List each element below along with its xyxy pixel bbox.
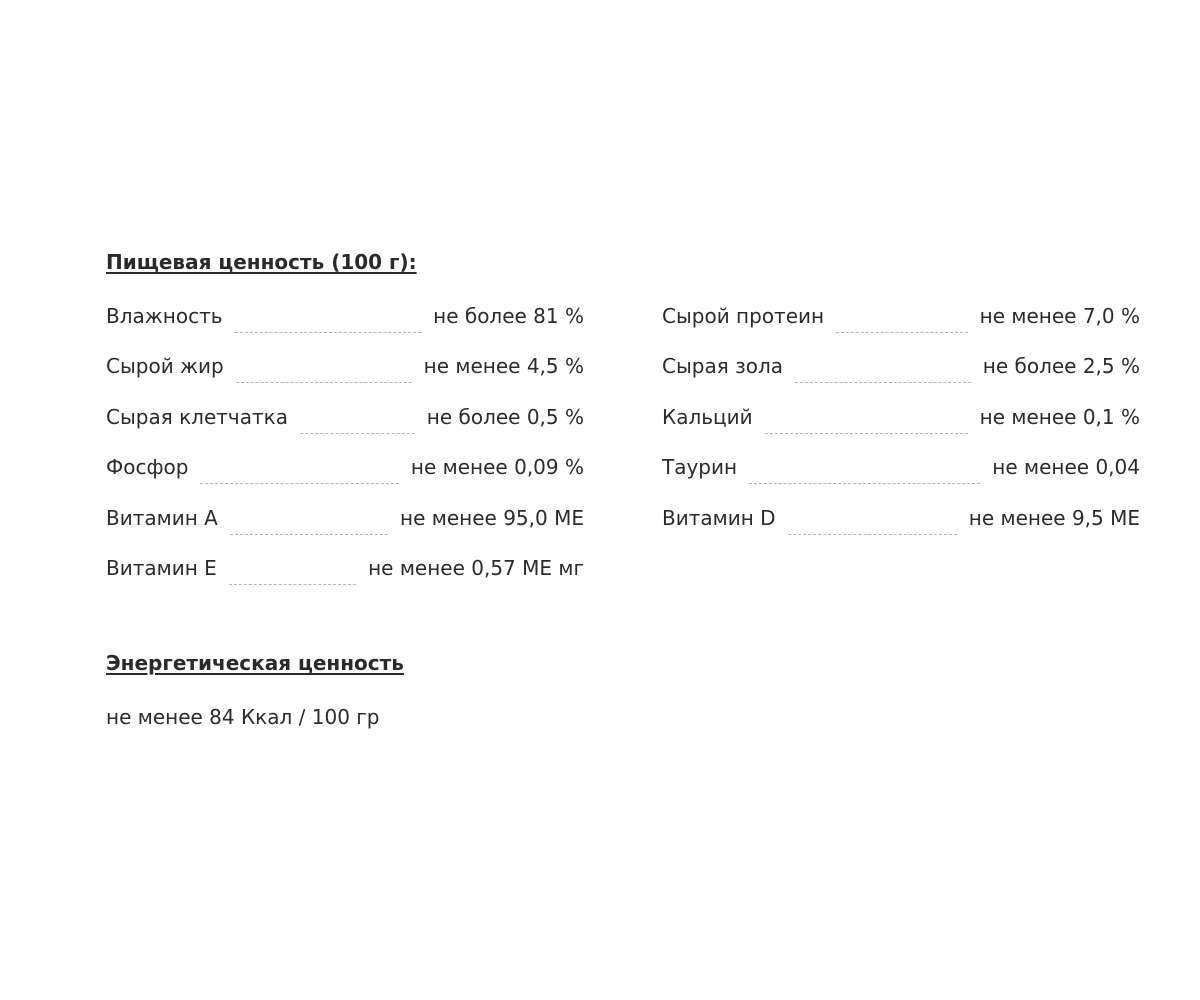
dotted-leader: [836, 332, 968, 333]
dotted-leader: [749, 483, 980, 484]
nutrient-row: [106, 354, 584, 404]
dotted-leader: [300, 433, 415, 434]
nutrient-value: не менее 95,0 МЕ: [400, 505, 584, 530]
nutrition-section: [106, 248, 1140, 729]
nutrient-name: Таурин: [662, 455, 738, 480]
nutrient-value: не более 2,5 %: [982, 354, 1140, 379]
dotted-leader: [788, 534, 957, 535]
nutrient-name: Кальций: [662, 404, 753, 429]
nutrient-row: [662, 455, 1140, 505]
nutrient-name: Витамин А: [106, 505, 218, 530]
dotted-leader: [230, 534, 388, 535]
energy-value: не менее 84 Ккал / 100 гр: [106, 705, 380, 730]
dotted-leader: [236, 382, 412, 383]
nutrient-row: [106, 455, 584, 505]
nutrient-value: не более 81 %: [433, 304, 584, 328]
energy-heading: Энергетическая ценность: [106, 651, 404, 676]
dotted-leader: [235, 332, 422, 333]
nutrient-name: Сырая зола: [662, 354, 784, 379]
nutrition-table: [106, 304, 1140, 606]
nutrient-name: Сырая клетчатка: [106, 404, 288, 429]
nutrient-row: [106, 304, 584, 354]
nutrient-value: не менее 0,09 %: [410, 455, 584, 480]
nutrient-row: [662, 405, 1140, 455]
dotted-leader: [200, 483, 398, 484]
nutrient-row: [106, 506, 584, 556]
nutrient-value: не менее 7,0 %: [979, 304, 1140, 328]
nutrient-name: Витамин D: [662, 505, 776, 530]
nutrient-value: не менее 0,57 МЕ мг: [368, 555, 584, 580]
nutrient-name: Витамин Е: [106, 555, 217, 580]
nutrient-row: [662, 354, 1140, 404]
nutrient-name: Сырой протеин: [662, 304, 825, 328]
nutrient-name: Сырой жир: [106, 354, 224, 379]
nutrient-name: Влажность: [106, 304, 223, 328]
nutrient-value: не более 0,5 %: [426, 404, 584, 429]
nutrient-row: [662, 304, 1140, 354]
nutrient-row: [106, 405, 584, 455]
nutrition-heading: Пищевая ценность (100 г):: [106, 250, 417, 274]
nutrient-value: не менее 9,5 МЕ: [968, 505, 1140, 530]
nutrient-row: [662, 506, 1140, 556]
nutrient-value: не менее 0,1 %: [979, 404, 1140, 429]
nutrition-column-left: [106, 304, 584, 606]
nutrient-value: не менее 0,04: [992, 455, 1140, 480]
nutrient-value: не менее 4,5 %: [423, 354, 584, 379]
dotted-leader: [795, 382, 971, 383]
nutrient-name: Фосфор: [106, 455, 189, 480]
dotted-leader: [765, 433, 968, 434]
nutrient-row: [106, 556, 584, 606]
dotted-leader: [229, 584, 356, 585]
nutrition-column-right: [662, 304, 1140, 606]
